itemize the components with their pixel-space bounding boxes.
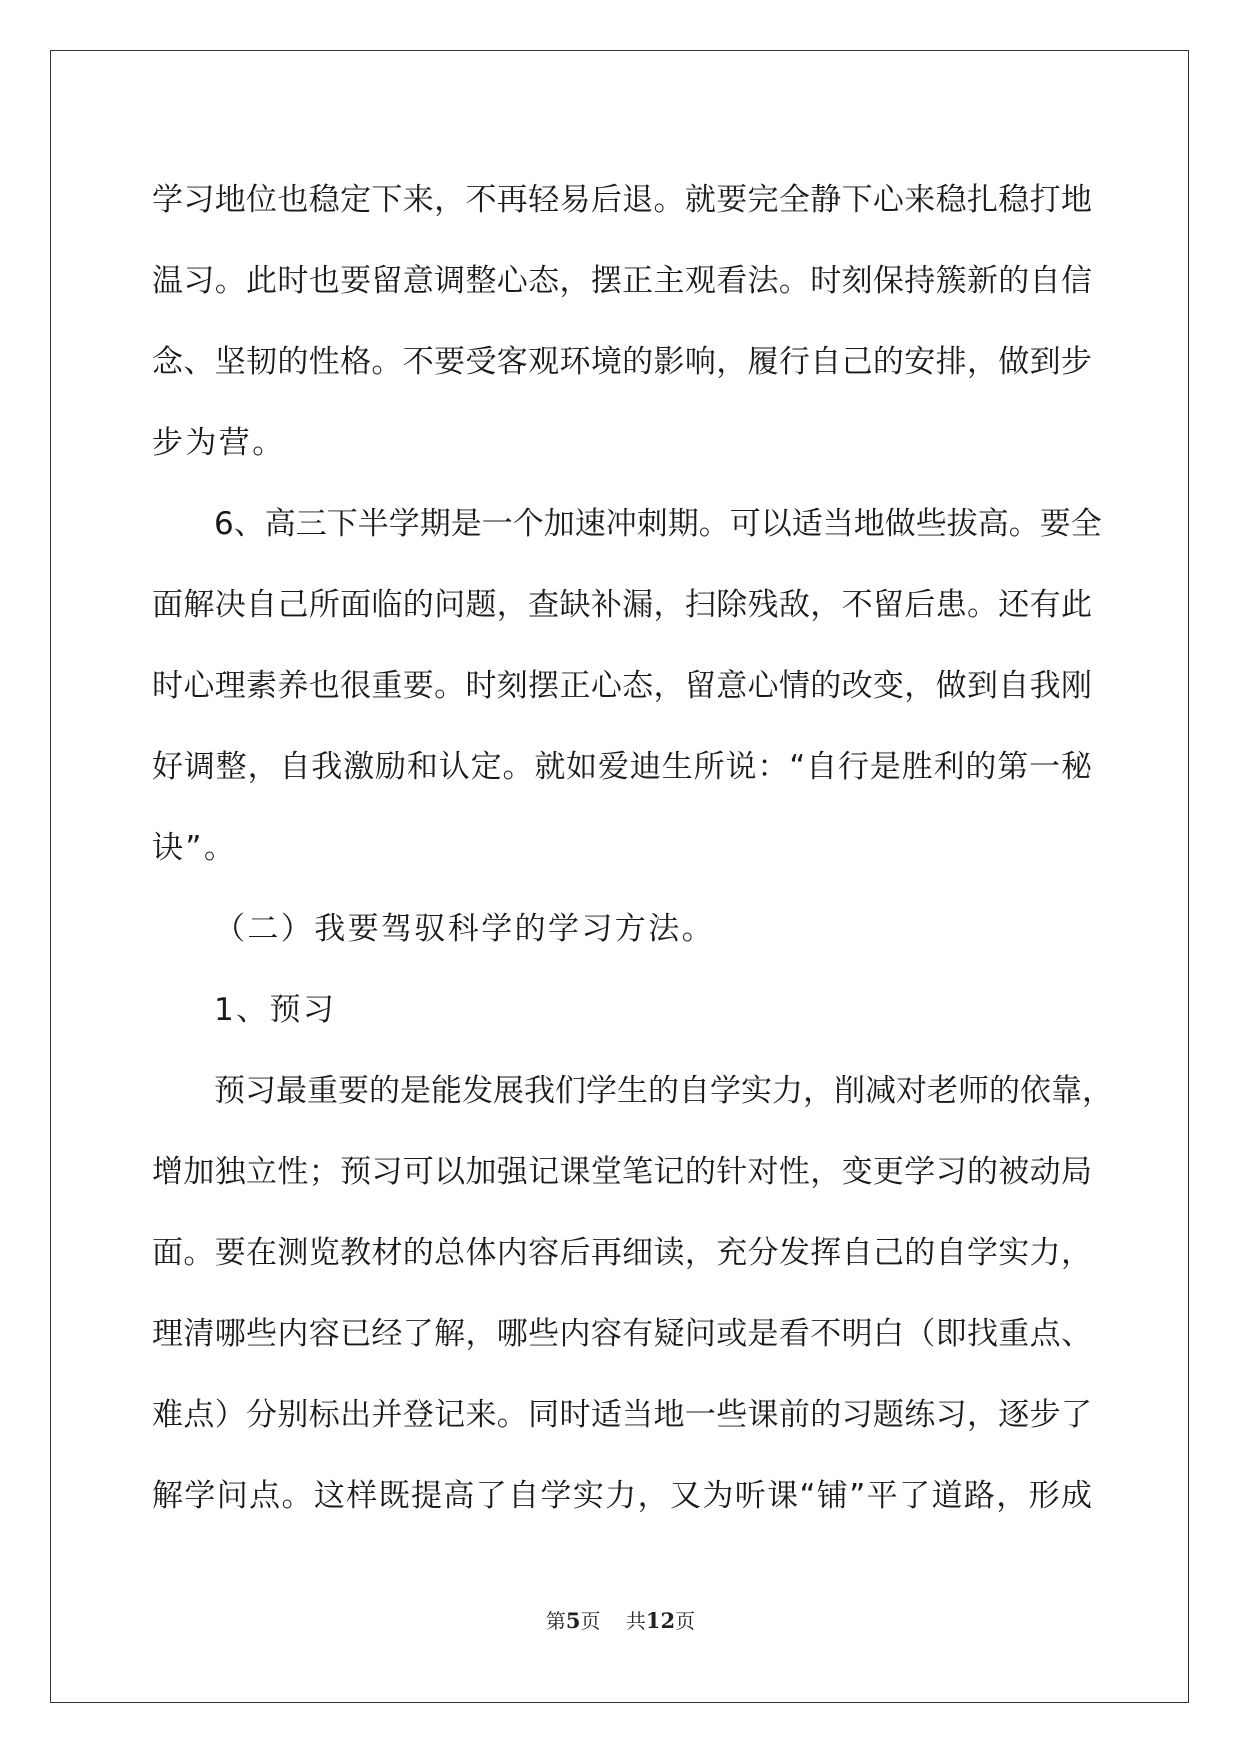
subsection-heading: 1、预习	[214, 992, 337, 1028]
footer-total-prefix: 共	[625, 1609, 646, 1633]
text-line-15: 理清哪些内容已经了解，哪些内容有疑问或是看不明白（即找重点、	[152, 1316, 1092, 1352]
text-line-12: 预习最重要的是能发展我们学生的自学实力，削减对老师的依靠，	[214, 1073, 1113, 1109]
text-line-8: 好调整，自我激励和认定。就如爱迪生所说：“自行是胜利的第一秘	[152, 749, 1092, 785]
text-line-6: 面解决自己所面临的问题，查缺补漏，扫除残敌，不留后患。还有此	[152, 587, 1092, 623]
text-line-14: 面。要在测览教材的总体内容后再细读，充分发挥自己的自学实力，	[152, 1235, 1092, 1271]
footer-prefix: 第	[545, 1609, 566, 1633]
text-line-4: 步为营。	[152, 425, 286, 461]
text-line-9: 诀”。	[152, 830, 238, 866]
document-body	[152, 160, 1113, 1537]
text-line-16: 难点）分别标出并登记来。同时适当地一些课前的习题练习，逐步了	[152, 1397, 1092, 1433]
text-line-13: 增加独立性；预习可以加强记课堂笔记的针对性，变更学习的被动局	[152, 1154, 1092, 1190]
current-page-number: 5	[565, 1608, 581, 1633]
section-heading: （二）我要驾驭科学的学习方法。	[214, 911, 715, 947]
footer-page-suffix: 页	[580, 1609, 601, 1633]
text-line-2: 温习。此时也要留意调整心态，摆正主观看法。时刻保持簇新的自信	[152, 263, 1092, 299]
text-line-5: 6、高三下半学期是一个加速冲刺期。可以适当地做些拔高。要全	[214, 506, 1102, 542]
page-footer	[0, 1605, 1241, 1634]
total-page-number: 12	[645, 1608, 676, 1633]
text-line-17: 解学问点。这样既提高了自学实力，又为听课“铺”平了道路，形成	[152, 1478, 1092, 1514]
text-line-3: 念、坚韧的性格。不要受客观环境的影响，履行自己的安排，做到步	[152, 344, 1092, 380]
text-line-1: 学习地位也稳定下来，不再轻易后退。就要完全静下心来稳扎稳打地	[152, 182, 1092, 218]
footer-total-suffix: 页	[675, 1609, 696, 1633]
text-line-7: 时心理素养也很重要。时刻摆正心态，留意心情的改变，做到自我刚	[152, 668, 1092, 704]
